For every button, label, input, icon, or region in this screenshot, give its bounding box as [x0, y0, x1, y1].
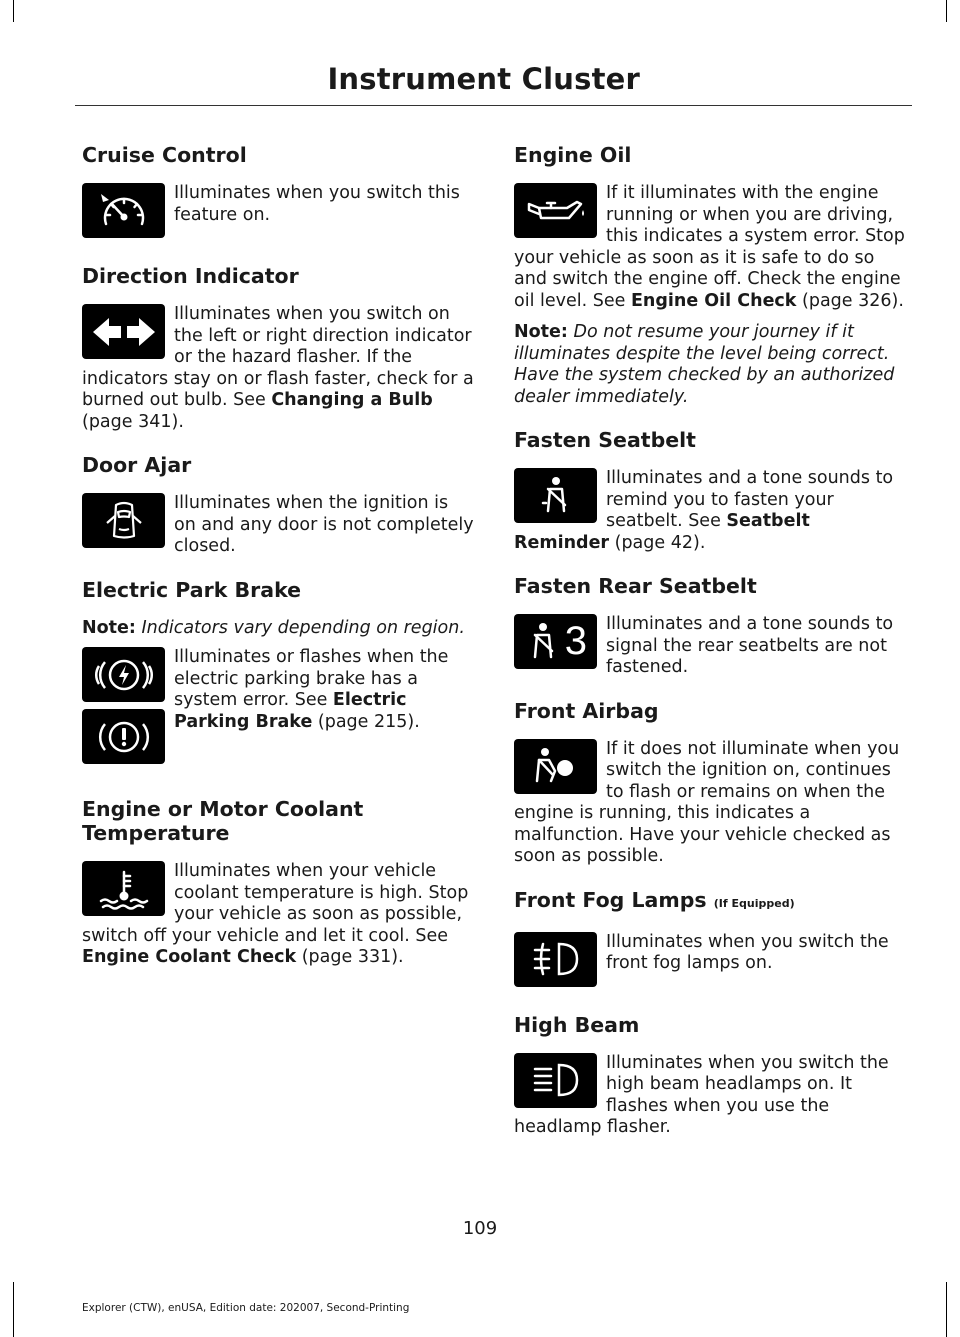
section-engine-oil	[514, 143, 906, 408]
crop-mark	[946, 0, 947, 22]
crop-mark	[13, 0, 14, 22]
note	[82, 618, 474, 640]
page-reference: (page 326).	[796, 290, 904, 311]
text-body: Illuminates or flashes when the electric parking brake has a system error. See	[174, 647, 449, 710]
door-ajar-car-icon	[82, 493, 165, 548]
oil-can-icon	[514, 183, 597, 238]
page-reference: (page 215).	[312, 711, 420, 732]
page-reference: (page 341).	[82, 411, 184, 432]
section-heading: High Beam	[514, 1012, 640, 1037]
right-column	[514, 143, 906, 1159]
crop-mark	[13, 1282, 14, 1337]
rear-seatbelt-icon	[514, 614, 597, 669]
seatbelt-icon	[514, 468, 597, 523]
section-text: Illuminates when the ignition is on and any door is not completely closed.	[174, 493, 474, 556]
section-heading: Fasten Rear Seatbelt	[514, 574, 757, 598]
section-text: If it does not illuminate when you switch the ignition on, continues to flash or remains on when the engine is running, this indicates a malfunction. Have your vehicle checked as soon as possible.	[514, 738, 900, 866]
brake-exclamation-icon	[82, 709, 165, 764]
note-label: Note:	[514, 322, 568, 342]
section-text: Illuminates when you switch the front fog lamps on.	[606, 931, 889, 973]
section-cruise-control	[82, 143, 474, 244]
section-text: Illuminates when you switch the high beam headlamps on. It flashes when you use the headlamp flasher.	[514, 1052, 889, 1137]
note-text: Do not resume your journey if it illuminates despite the level being correct. Have the system checked by an authorized dealer immediately.	[514, 322, 895, 407]
section-high-beam	[514, 1013, 906, 1139]
page-title: Instrument Cluster	[327, 62, 640, 96]
page-reference: (page 42).	[609, 532, 706, 553]
section-heading: Door Ajar	[82, 453, 192, 477]
direction-arrows-icon	[82, 304, 165, 359]
front-fog-lamp-icon	[514, 932, 597, 987]
airbag-icon	[514, 739, 597, 794]
crop-mark	[946, 1282, 947, 1337]
section-fasten-seatbelt	[514, 428, 906, 554]
text-body: Illuminates when you switch on the left or right direction indicator or the hazard flasher. If the indicators stay on or flash faster, check for a burned out bulb. See	[82, 304, 474, 410]
cross-reference-link[interactable]: Engine Coolant Check	[82, 947, 297, 967]
left-column	[82, 143, 474, 989]
section-heading: Cruise Control	[82, 143, 247, 167]
rear-seat-number: 3	[564, 619, 587, 663]
section-heading: Engine Oil	[514, 143, 632, 167]
page-reference: (page 331).	[296, 947, 404, 967]
electric-park-brake-icon	[82, 647, 165, 702]
section-heading: Engine or Motor Coolant Temperature	[82, 797, 364, 845]
coolant-temperature-icon	[82, 861, 165, 916]
section-heading: Fasten Seatbelt	[514, 428, 696, 452]
cross-reference-link[interactable]: Seatbelt Reminder	[514, 511, 810, 553]
section-coolant-temperature	[82, 797, 474, 969]
note-text: Indicators vary depending on region.	[135, 617, 465, 638]
section-text: Illuminates when you switch this feature on.	[174, 183, 460, 225]
section-heading: Front Airbag	[514, 698, 659, 723]
header-rule	[75, 105, 912, 106]
heading-text: Front Fog Lamps	[514, 887, 707, 912]
text-body: Illuminates when your vehicle coolant temperature is high. Stop your vehicle as soon as possible, switch off your vehicle and let it cool. See	[82, 861, 469, 946]
high-beam-icon	[514, 1053, 597, 1108]
section-text: Illuminates and a tone sounds to signal the rear seatbelts are not fastened.	[606, 614, 894, 677]
heading-qualifier: (If Equipped)	[713, 896, 795, 910]
page-number: 109	[462, 1218, 498, 1239]
section-fasten-rear-seatbelt	[514, 574, 906, 679]
section-heading: Direction Indicator	[82, 264, 299, 288]
section-direction-indicator	[82, 264, 474, 433]
cross-reference-link[interactable]: Electric Parking Brake	[174, 690, 407, 732]
cross-reference-link[interactable]: Engine Oil Check	[630, 290, 797, 311]
section-front-fog-lamps	[514, 888, 906, 993]
cruise-control-speedometer-icon	[82, 183, 165, 238]
section-heading: Electric Park Brake	[82, 577, 302, 602]
section-door-ajar	[82, 453, 474, 558]
footer: Explorer (CTW), enUSA, Edition date: 202007, Second-Printing	[82, 1302, 410, 1314]
text-body: Illuminates and a tone sounds to remind you to fasten your seatbelt. See	[606, 468, 894, 531]
section-electric-park-brake	[82, 578, 474, 778]
text-body: If it illuminates with the engine running or when you are driving, this indicates a system error. Stop your vehicle as soon as it is safe to do so and switch the engine off. Check the engine oil level. See	[514, 183, 905, 311]
section-heading	[514, 888, 906, 916]
note-label: Note:	[82, 617, 136, 638]
note	[514, 322, 906, 408]
section-front-airbag	[514, 699, 906, 868]
icon-stack	[82, 647, 165, 771]
cross-reference-link[interactable]: Changing a Bulb	[271, 390, 433, 410]
